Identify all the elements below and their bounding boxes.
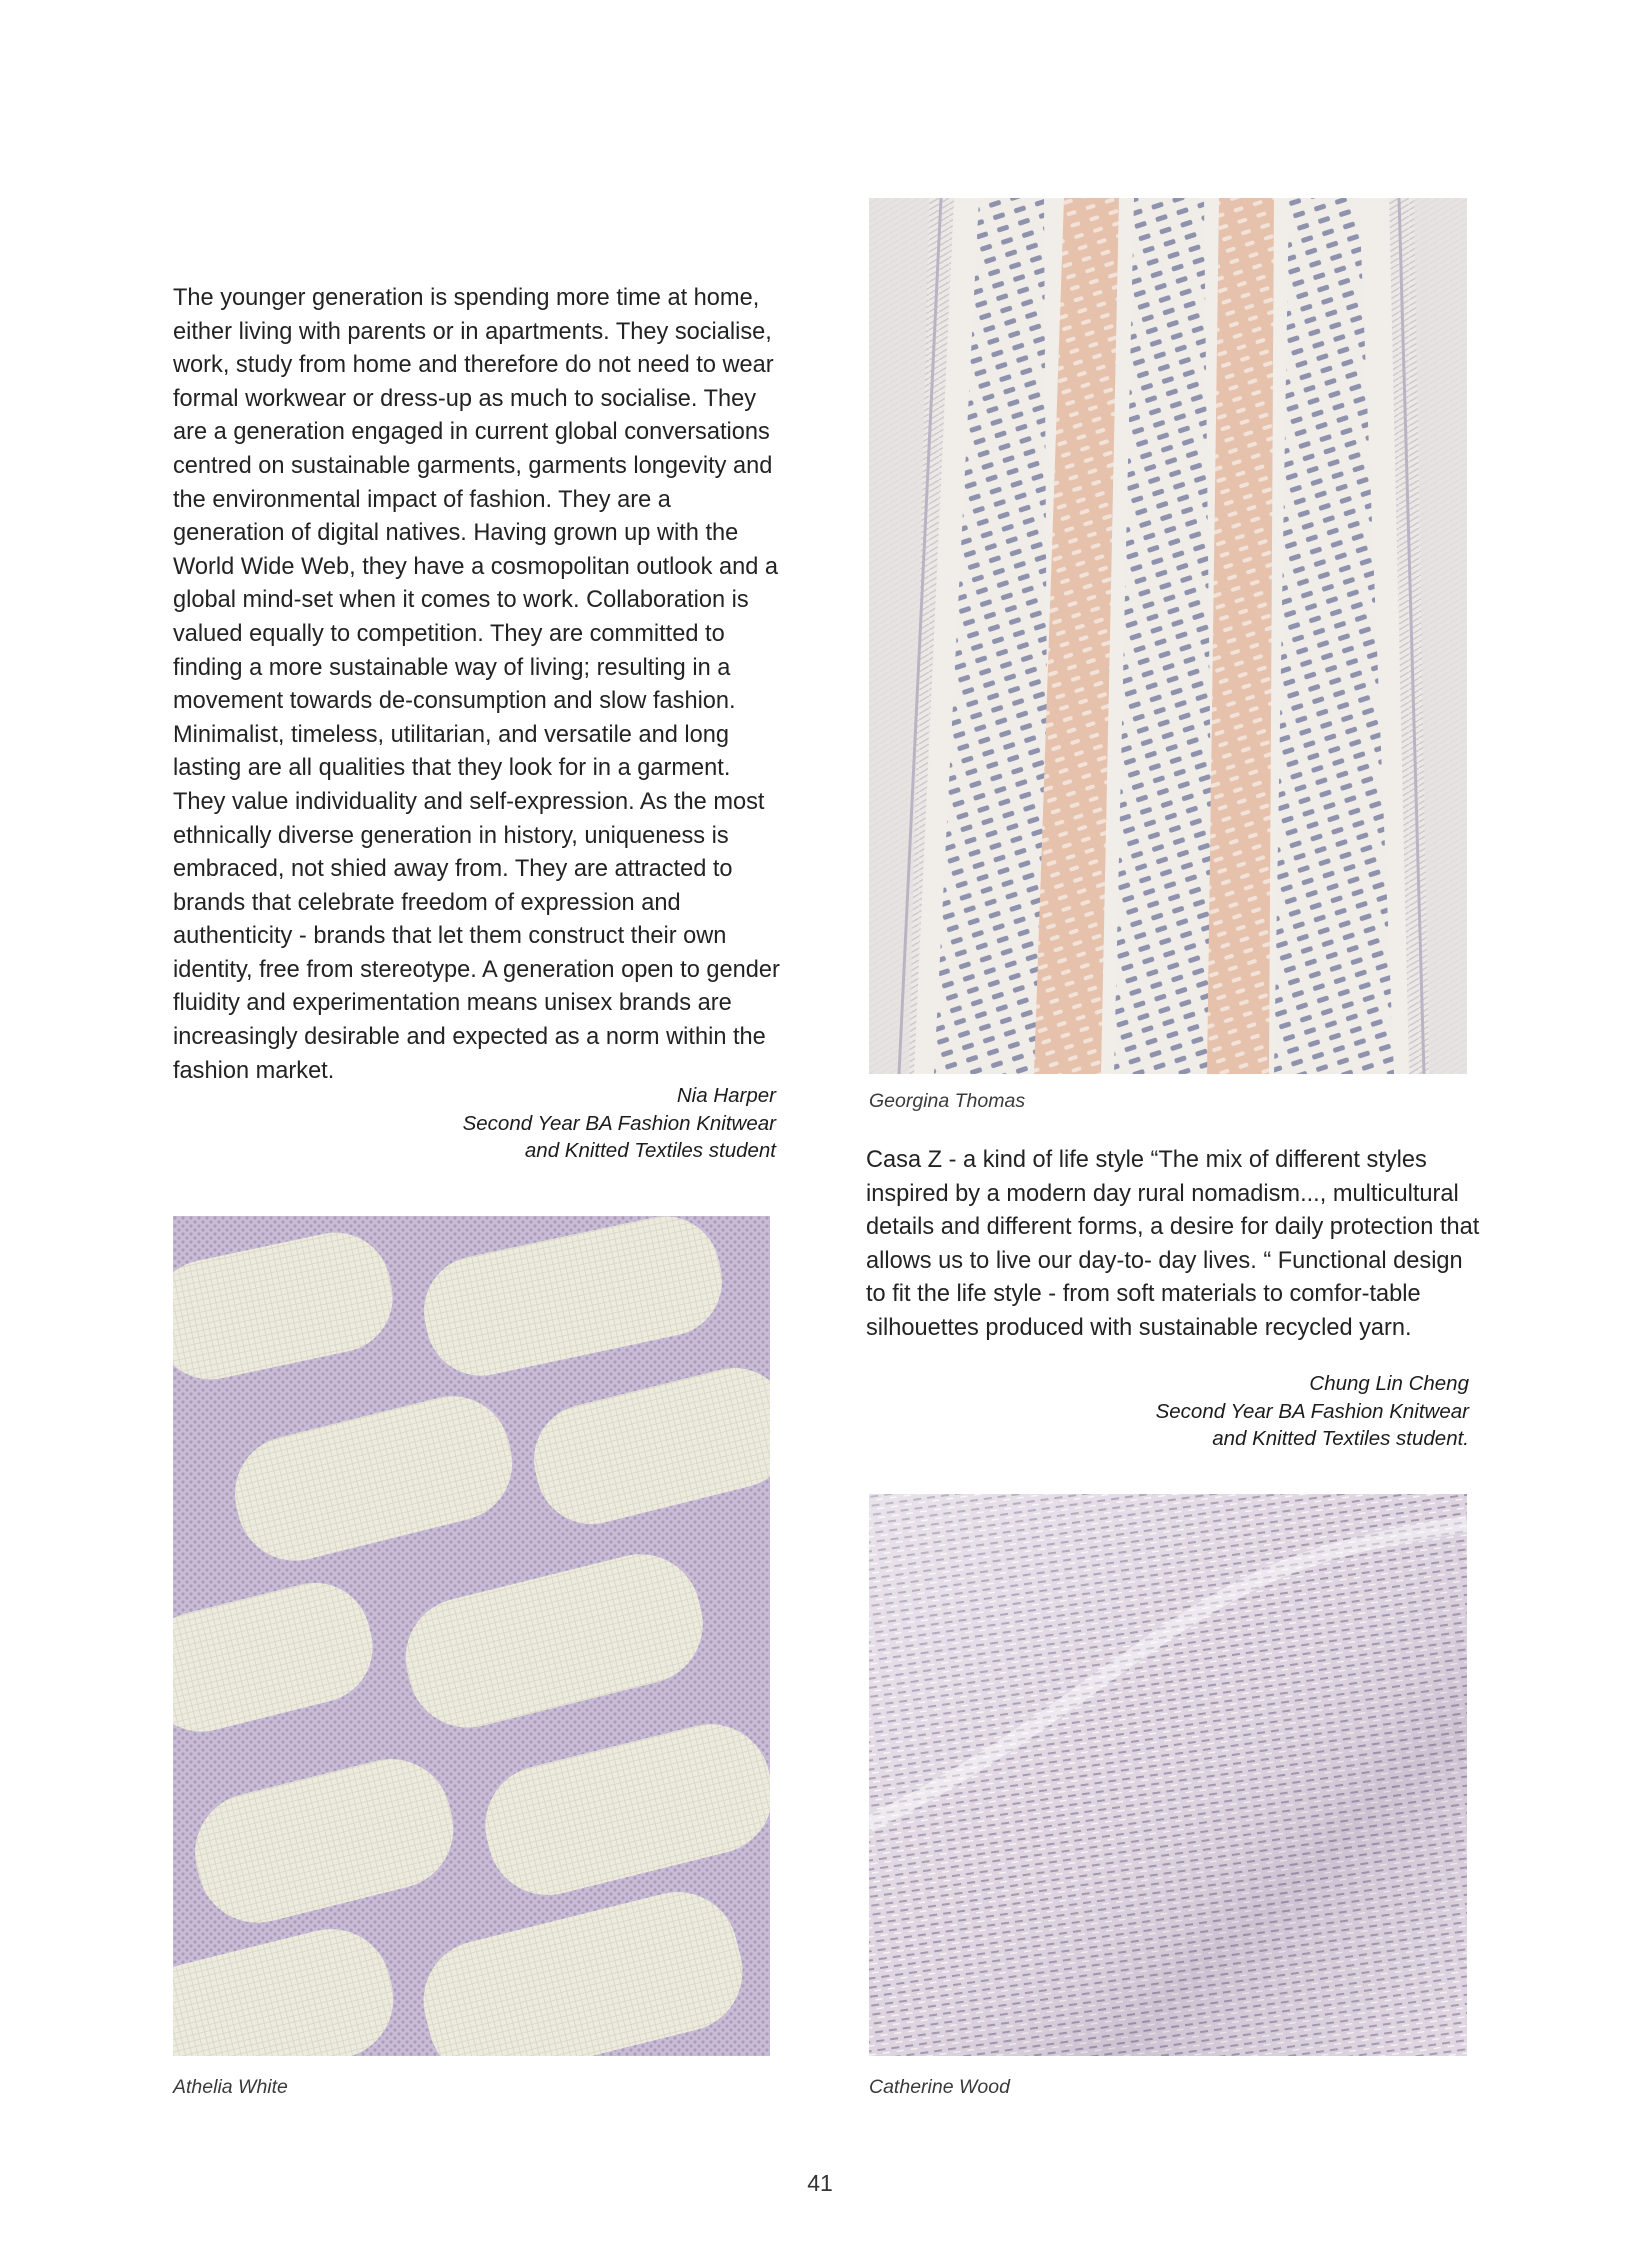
textile-photo-georgina-thomas xyxy=(869,198,1467,1074)
left-article-body: The younger generation is spending more time at home, either living with parents or in apartments. They socialise, work, study from home and therefore do not need to wear formal workwear or dress-up as much to socialise. They are a generation engaged in current global conversations centred on sustainable garments, garments longevity and the environmental impact of fashion. They are a generation of digital natives. Having grown up with the World Wide Web, they have a cosmopolitan outlook and a global mind-set when it comes to work. Collaboration is valued equally to competition. They are committed to finding a more sustainable way of living; resulting in a movement towards de-consumption and slow fashion. Minimalist, timeless, utilitarian, and versatile and long lasting are all qualities that they look for in a garment. They value individuality and self-expression. As the most ethnically diverse generation in history, uniqueness is embraced, not shied away from. They are attracted to brands that celebrate freedom of expression and authenticity - brands that let them construct their own identity, free from stereotype. A generation open to gender fluidity and experimentation means unisex brands are increasingly desirable and expected as a norm within the fashion market. xyxy=(173,285,780,1084)
caption-catherine-wood: Catherine Wood xyxy=(869,2076,1010,2098)
page-number: 41 xyxy=(807,2170,833,2196)
caption-georgina-thomas: Georgina Thomas xyxy=(869,1090,1026,1112)
right-article-author: Chung Lin Cheng xyxy=(1309,1372,1469,1395)
left-article-author: Nia Harper xyxy=(676,1084,776,1107)
right-article-credit xyxy=(969,1370,1469,1453)
right-article-role-line1: Second Year BA Fashion Knitwear xyxy=(1155,1399,1469,1423)
left-article-role-line2: and Knitted Textiles student xyxy=(524,1139,776,1162)
right-article-body: Casa Z - a kind of life style “The mix of different styles inspired by a modern day rural nomadism..., multicultural details and different forms, a desire for daily protection that allows us to live our day-to- day lives. “ Functional design to fit the life style - from soft materials to comfor-table silhouettes produced with sustainable recycled yarn. xyxy=(866,1147,1480,1341)
left-article-role-line1: Second Year BA Fashion Knitwear xyxy=(462,1111,776,1135)
textile-photo-catherine-wood xyxy=(869,1494,1467,2056)
left-article-credit xyxy=(276,1082,776,1165)
right-article-role-line2: and Knitted Textiles student. xyxy=(1212,1427,1469,1450)
caption-athelia-white: Athelia White xyxy=(173,2076,288,2098)
textile-photo-athelia-white xyxy=(173,1216,770,2056)
